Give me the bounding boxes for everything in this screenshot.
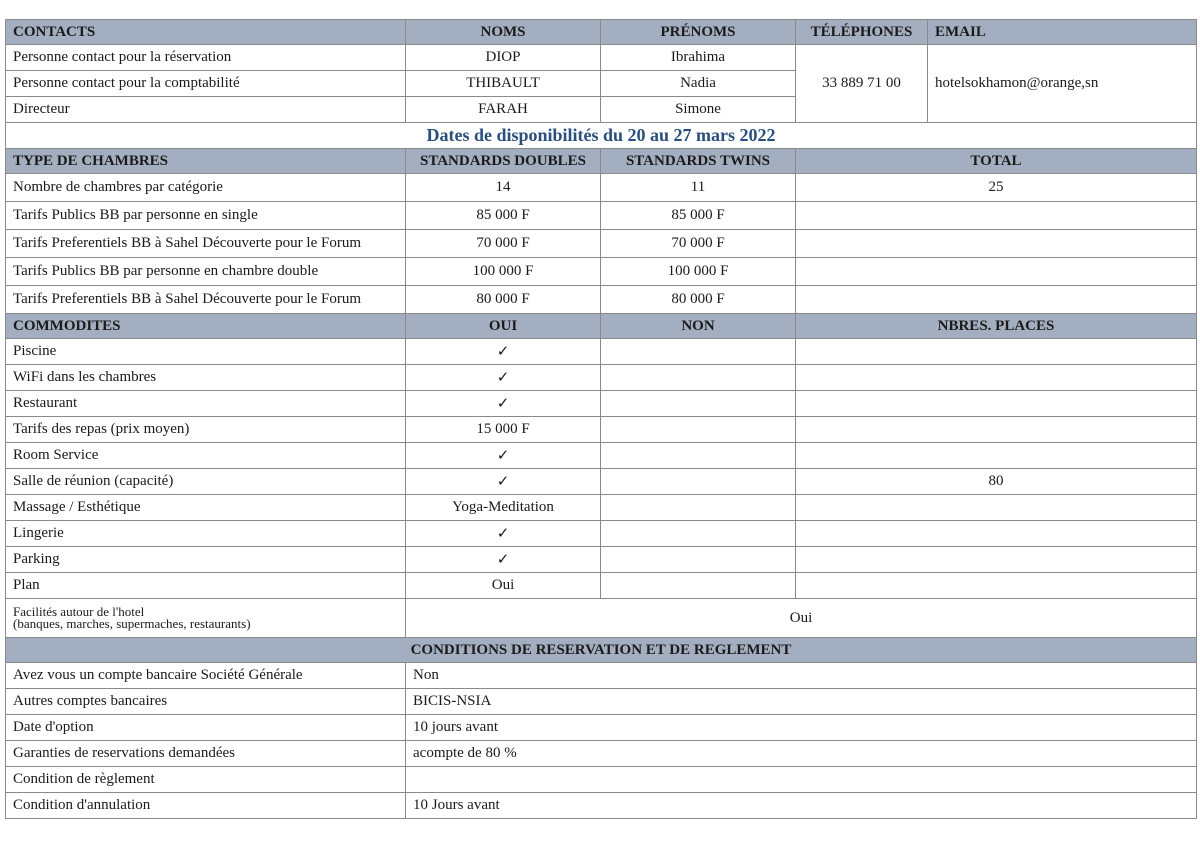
room-label: Tarifs Publics BB par personne en single — [6, 202, 406, 230]
room-doubles: 100 000 F — [406, 258, 601, 286]
facilities-label-line2: (banques, marches, supermaches, restaurants) — [13, 616, 251, 631]
condition-row — [6, 663, 1197, 689]
facilities-row — [6, 599, 1197, 638]
room-row — [6, 258, 1197, 286]
room-label: Nombre de chambres par catégorie — [6, 174, 406, 202]
contact-label: Personne contact pour la comptabilité — [6, 71, 406, 97]
amenity-oui: ✓ — [406, 443, 601, 469]
amenity-oui: Oui — [406, 573, 601, 599]
amenity-row — [6, 573, 1197, 599]
condition-row — [6, 741, 1197, 767]
contact-prenom: Nadia — [601, 71, 796, 97]
room-doubles: 85 000 F — [406, 202, 601, 230]
oui-header: OUI — [406, 314, 601, 339]
condition-label: Avez vous un compte bancaire Société Générale — [6, 663, 406, 689]
amenity-row — [6, 547, 1197, 573]
facilities-value: Oui — [406, 599, 1197, 638]
amenity-label: Lingerie — [6, 521, 406, 547]
telephones-header: TÉLÉPHONES — [796, 20, 928, 45]
condition-value: acompte de 80 % — [406, 741, 1197, 767]
amenity-row — [6, 469, 1197, 495]
amenity-row — [6, 417, 1197, 443]
room-type-header: TYPE DE CHAMBRES — [6, 149, 406, 174]
facilities-label-line1: Facilités autour de l'hotel — [13, 604, 145, 619]
condition-row — [6, 689, 1197, 715]
amenity-label: Tarifs des repas (prix moyen) — [6, 417, 406, 443]
room-doubles: 80 000 F — [406, 286, 601, 314]
condition-value: 10 jours avant — [406, 715, 1197, 741]
condition-value: BICIS-NSIA — [406, 689, 1197, 715]
contacts-header: CONTACTS — [6, 20, 406, 45]
contact-prenom: Ibrahima — [601, 45, 796, 71]
contact-nom: THIBAULT — [406, 71, 601, 97]
room-doubles: 70 000 F — [406, 230, 601, 258]
amenity-row — [6, 521, 1197, 547]
amenity-label: Plan — [6, 573, 406, 599]
amenity-places — [796, 417, 1197, 443]
condition-row — [6, 715, 1197, 741]
contact-label: Personne contact pour la réservation — [6, 45, 406, 71]
amenity-non — [601, 365, 796, 391]
amenity-oui: ✓ — [406, 469, 601, 495]
places-header: NBRES. PLACES — [796, 314, 1197, 339]
contact-nom: DIOP — [406, 45, 601, 71]
room-row — [6, 286, 1197, 314]
amenity-oui: 15 000 F — [406, 417, 601, 443]
amenity-non — [601, 469, 796, 495]
prenoms-header: PRÉNOMS — [601, 20, 796, 45]
condition-label: Condition de règlement — [6, 767, 406, 793]
room-label: Tarifs Preferentiels BB à Sahel Découverte pour le Forum — [6, 230, 406, 258]
room-twins: 70 000 F — [601, 230, 796, 258]
amenity-places — [796, 547, 1197, 573]
amenity-oui: ✓ — [406, 391, 601, 417]
amenity-label: Salle de réunion (capacité) — [6, 469, 406, 495]
total-header: TOTAL — [796, 149, 1197, 174]
amenity-row — [6, 339, 1197, 365]
amenity-label: Room Service — [6, 443, 406, 469]
amenity-row — [6, 495, 1197, 521]
condition-label: Date d'option — [6, 715, 406, 741]
noms-header: NOMS — [406, 20, 601, 45]
amenity-label: WiFi dans les chambres — [6, 365, 406, 391]
email-header: EMAIL — [928, 20, 1197, 45]
contact-nom: FARAH — [406, 97, 601, 123]
room-row — [6, 174, 1197, 202]
amenity-non — [601, 339, 796, 365]
hotel-info-table — [5, 19, 1197, 819]
amenity-places — [796, 573, 1197, 599]
amenity-oui: ✓ — [406, 365, 601, 391]
room-doubles: 14 — [406, 174, 601, 202]
contact-label: Directeur — [6, 97, 406, 123]
rooms-header-row — [6, 149, 1197, 174]
contact-telephone: 33 889 71 00 — [796, 45, 928, 123]
condition-label: Garanties de reservations demandées — [6, 741, 406, 767]
amenity-label: Parking — [6, 547, 406, 573]
facilities-label — [6, 599, 406, 638]
room-twins: 11 — [601, 174, 796, 202]
amenity-label: Massage / Esthétique — [6, 495, 406, 521]
amenity-places: 80 — [796, 469, 1197, 495]
condition-value: Non — [406, 663, 1197, 689]
amenity-label: Restaurant — [6, 391, 406, 417]
amenity-places — [796, 443, 1197, 469]
amenity-oui: Yoga-Meditation — [406, 495, 601, 521]
room-twins: 100 000 F — [601, 258, 796, 286]
room-total — [796, 202, 1197, 230]
contact-email: hotelsokhamon@orange,sn — [928, 45, 1197, 123]
amenity-oui: ✓ — [406, 547, 601, 573]
non-header: NON — [601, 314, 796, 339]
standards-twins-header: STANDARDS TWINS — [601, 149, 796, 174]
dates-banner-row — [6, 123, 1197, 149]
room-row — [6, 230, 1197, 258]
amenity-non — [601, 521, 796, 547]
room-total — [796, 286, 1197, 314]
standards-doubles-header: STANDARDS DOUBLES — [406, 149, 601, 174]
condition-label: Condition d'annulation — [6, 793, 406, 819]
contacts-header-row — [6, 20, 1197, 45]
amenity-row — [6, 443, 1197, 469]
condition-row — [6, 793, 1197, 819]
room-label: Tarifs Publics BB par personne en chambre double — [6, 258, 406, 286]
room-total: 25 — [796, 174, 1197, 202]
condition-label: Autres comptes bancaires — [6, 689, 406, 715]
amenity-non — [601, 417, 796, 443]
amenity-row — [6, 365, 1197, 391]
room-total — [796, 230, 1197, 258]
contact-prenom: Simone — [601, 97, 796, 123]
room-twins: 85 000 F — [601, 202, 796, 230]
amenity-row — [6, 391, 1197, 417]
dates-banner: Dates de disponibilités du 20 au 27 mars 2022 — [6, 123, 1197, 149]
amenity-places — [796, 495, 1197, 521]
room-row — [6, 202, 1197, 230]
amenity-oui: ✓ — [406, 339, 601, 365]
contact-row — [6, 45, 1197, 71]
amenity-oui: ✓ — [406, 521, 601, 547]
amenity-non — [601, 547, 796, 573]
condition-row — [6, 767, 1197, 793]
amenity-places — [796, 339, 1197, 365]
room-twins: 80 000 F — [601, 286, 796, 314]
conditions-header: CONDITIONS DE RESERVATION ET DE REGLEMENT — [6, 638, 1197, 663]
amenities-header-row — [6, 314, 1197, 339]
amenity-label: Piscine — [6, 339, 406, 365]
amenity-non — [601, 443, 796, 469]
room-total — [796, 258, 1197, 286]
amenity-non — [601, 573, 796, 599]
room-label: Tarifs Preferentiels BB à Sahel Découverte pour le Forum — [6, 286, 406, 314]
amenity-non — [601, 495, 796, 521]
conditions-header-row — [6, 638, 1197, 663]
amenity-places — [796, 365, 1197, 391]
commodites-header: COMMODITES — [6, 314, 406, 339]
condition-value: 10 Jours avant — [406, 793, 1197, 819]
amenity-non — [601, 391, 796, 417]
amenity-places — [796, 521, 1197, 547]
condition-value — [406, 767, 1197, 793]
amenity-places — [796, 391, 1197, 417]
